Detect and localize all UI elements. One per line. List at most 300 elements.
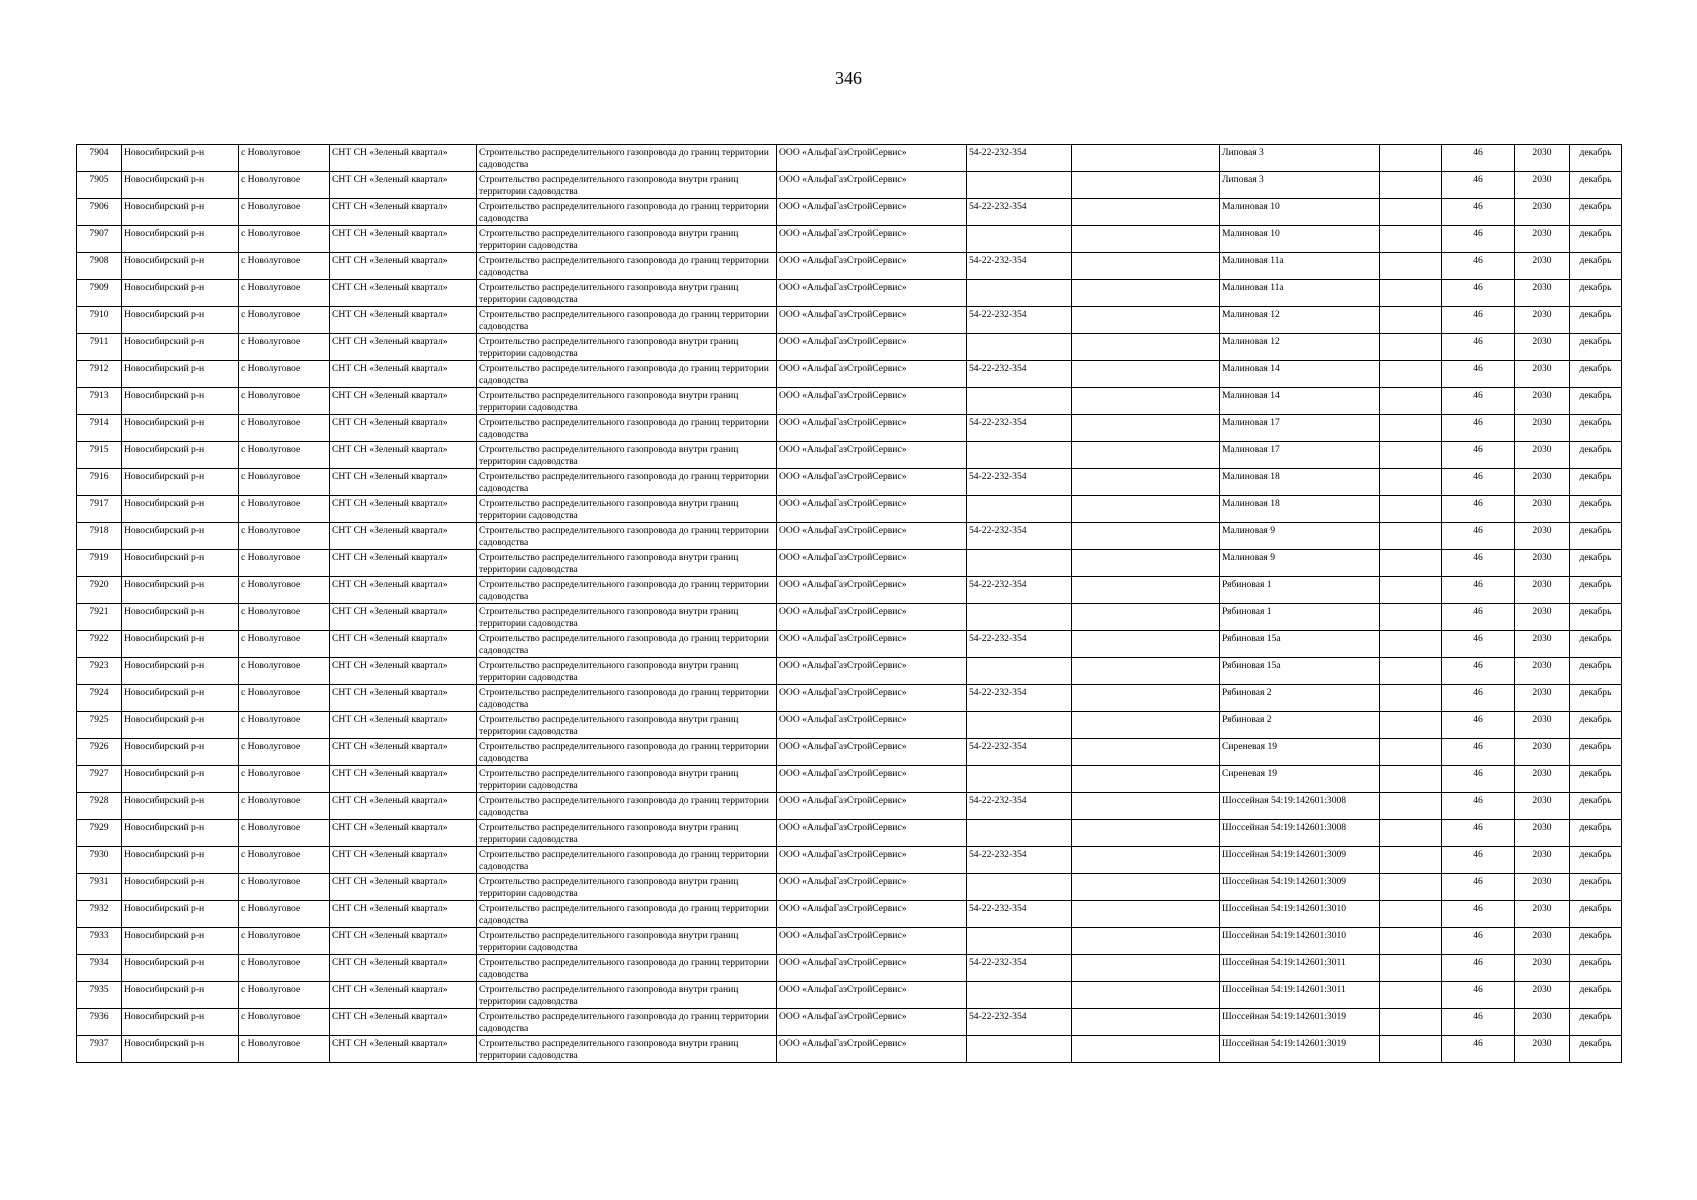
code-cell: 54-22-232-354 (967, 955, 1072, 982)
partnership-cell: СНТ СН «Зеленый квартал» (330, 847, 477, 874)
empty-cell (1072, 604, 1220, 631)
partnership-cell: СНТ СН «Зеленый квартал» (330, 280, 477, 307)
value-cell: 46 (1442, 1036, 1515, 1063)
district-cell: Новосибирский р-н (122, 334, 239, 361)
table-row (77, 307, 1622, 334)
empty-cell (1380, 415, 1442, 442)
empty-cell (1380, 496, 1442, 523)
table-row (77, 604, 1622, 631)
month-cell: декабрь (1570, 604, 1622, 631)
contractor-cell: ООО «АльфаГазСтройСервис» (777, 226, 967, 253)
year-cell: 2030 (1515, 469, 1570, 496)
empty-cell (1380, 685, 1442, 712)
locality-cell: с Новолуговое (239, 631, 330, 658)
table-row (77, 955, 1622, 982)
district-cell: Новосибирский р-н (122, 793, 239, 820)
code-cell: 54-22-232-354 (967, 307, 1072, 334)
address-cell: Шоссейная 54:19:142601:3011 (1220, 982, 1380, 1009)
work-description-cell: Строительство распределительного газопровода внутри границ территории садоводства (477, 280, 777, 307)
code-cell (967, 766, 1072, 793)
table-row (77, 982, 1622, 1009)
year-cell: 2030 (1515, 604, 1570, 631)
empty-cell (1380, 982, 1442, 1009)
work-description-cell: Строительство распределительного газопровода до границ территории садоводства (477, 631, 777, 658)
locality-cell: с Новолуговое (239, 199, 330, 226)
partnership-cell: СНТ СН «Зеленый квартал» (330, 388, 477, 415)
row-number-cell: 7932 (77, 901, 122, 928)
table-row (77, 415, 1622, 442)
contractor-cell: ООО «АльфаГазСтройСервис» (777, 658, 967, 685)
contractor-cell: ООО «АльфаГазСтройСервис» (777, 928, 967, 955)
empty-cell (1380, 820, 1442, 847)
table-row (77, 469, 1622, 496)
empty-cell (1380, 928, 1442, 955)
empty-cell (1072, 280, 1220, 307)
work-description-cell: Строительство распределительного газопровода внутри границ территории садоводства (477, 874, 777, 901)
district-cell: Новосибирский р-н (122, 145, 239, 172)
table-row (77, 334, 1622, 361)
year-cell: 2030 (1515, 442, 1570, 469)
partnership-cell: СНТ СН «Зеленый квартал» (330, 955, 477, 982)
month-cell: декабрь (1570, 631, 1622, 658)
row-number-cell: 7935 (77, 982, 122, 1009)
table-row (77, 523, 1622, 550)
locality-cell: с Новолуговое (239, 766, 330, 793)
work-description-cell: Строительство распределительного газопровода до границ территории садоводства (477, 253, 777, 280)
month-cell: декабрь (1570, 199, 1622, 226)
partnership-cell: СНТ СН «Зеленый квартал» (330, 442, 477, 469)
value-cell: 46 (1442, 469, 1515, 496)
value-cell: 46 (1442, 523, 1515, 550)
code-cell (967, 1036, 1072, 1063)
table-row (77, 253, 1622, 280)
table-row (77, 928, 1622, 955)
work-description-cell: Строительство распределительного газопровода до границ территории садоводства (477, 415, 777, 442)
empty-cell (1072, 631, 1220, 658)
month-cell: декабрь (1570, 901, 1622, 928)
row-number-cell: 7933 (77, 928, 122, 955)
partnership-cell: СНТ СН «Зеленый квартал» (330, 604, 477, 631)
address-cell: Малиновая 14 (1220, 361, 1380, 388)
value-cell: 46 (1442, 901, 1515, 928)
value-cell: 46 (1442, 874, 1515, 901)
work-description-cell: Строительство распределительного газопровода внутри границ территории садоводства (477, 928, 777, 955)
partnership-cell: СНТ СН «Зеленый квартал» (330, 712, 477, 739)
partnership-cell: СНТ СН «Зеленый квартал» (330, 793, 477, 820)
partnership-cell: СНТ СН «Зеленый квартал» (330, 145, 477, 172)
month-cell: декабрь (1570, 550, 1622, 577)
month-cell: декабрь (1570, 793, 1622, 820)
contractor-cell: ООО «АльфаГазСтройСервис» (777, 766, 967, 793)
district-cell: Новосибирский р-н (122, 280, 239, 307)
contractor-cell: ООО «АльфаГазСтройСервис» (777, 280, 967, 307)
row-number-cell: 7924 (77, 685, 122, 712)
row-number-cell: 7928 (77, 793, 122, 820)
year-cell: 2030 (1515, 550, 1570, 577)
year-cell: 2030 (1515, 496, 1570, 523)
locality-cell: с Новолуговое (239, 685, 330, 712)
table-row (77, 442, 1622, 469)
table-row (77, 145, 1622, 172)
row-number-cell: 7918 (77, 523, 122, 550)
locality-cell: с Новолуговое (239, 496, 330, 523)
work-description-cell: Строительство распределительного газопровода внутри границ территории садоводства (477, 604, 777, 631)
value-cell: 46 (1442, 631, 1515, 658)
locality-cell: с Новолуговое (239, 874, 330, 901)
empty-cell (1072, 334, 1220, 361)
partnership-cell: СНТ СН «Зеленый квартал» (330, 820, 477, 847)
locality-cell: с Новолуговое (239, 388, 330, 415)
partnership-cell: СНТ СН «Зеленый квартал» (330, 172, 477, 199)
locality-cell: с Новолуговое (239, 361, 330, 388)
empty-cell (1072, 847, 1220, 874)
district-cell: Новосибирский р-н (122, 739, 239, 766)
address-cell: Малиновая 17 (1220, 415, 1380, 442)
address-cell: Шоссейная 54:19:142601:3011 (1220, 955, 1380, 982)
code-cell: 54-22-232-354 (967, 685, 1072, 712)
work-description-cell: Строительство распределительного газопровода внутри границ территории садоводства (477, 820, 777, 847)
district-cell: Новосибирский р-н (122, 1036, 239, 1063)
locality-cell: с Новолуговое (239, 658, 330, 685)
work-description-cell: Строительство распределительного газопровода внутри границ территории садоводства (477, 334, 777, 361)
code-cell: 54-22-232-354 (967, 253, 1072, 280)
month-cell: декабрь (1570, 280, 1622, 307)
value-cell: 46 (1442, 928, 1515, 955)
district-cell: Новосибирский р-н (122, 631, 239, 658)
contractor-cell: ООО «АльфаГазСтройСервис» (777, 901, 967, 928)
work-description-cell: Строительство распределительного газопровода внутри границ территории садоводства (477, 658, 777, 685)
table-row (77, 847, 1622, 874)
partnership-cell: СНТ СН «Зеленый квартал» (330, 334, 477, 361)
value-cell: 46 (1442, 415, 1515, 442)
address-cell: Малиновая 12 (1220, 307, 1380, 334)
month-cell: декабрь (1570, 523, 1622, 550)
empty-cell (1072, 955, 1220, 982)
contractor-cell: ООО «АльфаГазСтройСервис» (777, 496, 967, 523)
value-cell: 46 (1442, 955, 1515, 982)
locality-cell: с Новолуговое (239, 955, 330, 982)
month-cell: декабрь (1570, 334, 1622, 361)
address-cell: Липовая 3 (1220, 145, 1380, 172)
value-cell: 46 (1442, 820, 1515, 847)
partnership-cell: СНТ СН «Зеленый квартал» (330, 523, 477, 550)
month-cell: декабрь (1570, 415, 1622, 442)
work-description-cell: Строительство распределительного газопровода до границ территории садоводства (477, 793, 777, 820)
table-row (77, 901, 1622, 928)
month-cell: декабрь (1570, 469, 1622, 496)
year-cell: 2030 (1515, 928, 1570, 955)
locality-cell: с Новолуговое (239, 334, 330, 361)
locality-cell: с Новолуговое (239, 793, 330, 820)
code-cell (967, 604, 1072, 631)
month-cell: декабрь (1570, 388, 1622, 415)
table-row (77, 226, 1622, 253)
work-description-cell: Строительство распределительного газопровода внутри границ территории садоводства (477, 982, 777, 1009)
value-cell: 46 (1442, 496, 1515, 523)
contractor-cell: ООО «АльфаГазСтройСервис» (777, 982, 967, 1009)
work-description-cell: Строительство распределительного газопровода до границ территории садоводства (477, 955, 777, 982)
empty-cell (1380, 577, 1442, 604)
locality-cell: с Новолуговое (239, 604, 330, 631)
year-cell: 2030 (1515, 955, 1570, 982)
year-cell: 2030 (1515, 739, 1570, 766)
code-cell (967, 226, 1072, 253)
district-cell: Новосибирский р-н (122, 226, 239, 253)
district-cell: Новосибирский р-н (122, 982, 239, 1009)
address-cell: Шоссейная 54:19:142601:3010 (1220, 901, 1380, 928)
month-cell: декабрь (1570, 361, 1622, 388)
code-cell: 54-22-232-354 (967, 1009, 1072, 1036)
month-cell: декабрь (1570, 739, 1622, 766)
month-cell: декабрь (1570, 928, 1622, 955)
year-cell: 2030 (1515, 1009, 1570, 1036)
year-cell: 2030 (1515, 523, 1570, 550)
work-description-cell: Строительство распределительного газопровода внутри границ территории садоводства (477, 1036, 777, 1063)
table-row (77, 388, 1622, 415)
month-cell: декабрь (1570, 874, 1622, 901)
partnership-cell: СНТ СН «Зеленый квартал» (330, 415, 477, 442)
empty-cell (1072, 550, 1220, 577)
address-cell: Шоссейная 54:19:142601:3019 (1220, 1009, 1380, 1036)
table-row (77, 199, 1622, 226)
work-description-cell: Строительство распределительного газопровода до границ территории садоводства (477, 901, 777, 928)
table-row (77, 550, 1622, 577)
year-cell: 2030 (1515, 415, 1570, 442)
work-description-cell: Строительство распределительного газопровода до границ территории садоводства (477, 199, 777, 226)
row-number-cell: 7936 (77, 1009, 122, 1036)
partnership-cell: СНТ СН «Зеленый квартал» (330, 253, 477, 280)
partnership-cell: СНТ СН «Зеленый квартал» (330, 658, 477, 685)
empty-cell (1380, 1036, 1442, 1063)
value-cell: 46 (1442, 199, 1515, 226)
contractor-cell: ООО «АльфаГазСтройСервис» (777, 820, 967, 847)
partnership-cell: СНТ СН «Зеленый квартал» (330, 739, 477, 766)
partnership-cell: СНТ СН «Зеленый квартал» (330, 901, 477, 928)
empty-cell (1072, 145, 1220, 172)
contractor-cell: ООО «АльфаГазСтройСервис» (777, 199, 967, 226)
year-cell: 2030 (1515, 847, 1570, 874)
contractor-cell: ООО «АльфаГазСтройСервис» (777, 739, 967, 766)
empty-cell (1072, 766, 1220, 793)
work-description-cell: Строительство распределительного газопровода внутри границ территории садоводства (477, 766, 777, 793)
row-number-cell: 7909 (77, 280, 122, 307)
work-description-cell: Строительство распределительного газопровода до границ территории садоводства (477, 739, 777, 766)
value-cell: 46 (1442, 766, 1515, 793)
work-description-cell: Строительство распределительного газопровода внутри границ территории садоводства (477, 226, 777, 253)
partnership-cell: СНТ СН «Зеленый квартал» (330, 1036, 477, 1063)
empty-cell (1072, 982, 1220, 1009)
value-cell: 46 (1442, 712, 1515, 739)
district-cell: Новосибирский р-н (122, 253, 239, 280)
value-cell: 46 (1442, 334, 1515, 361)
year-cell: 2030 (1515, 280, 1570, 307)
empty-cell (1072, 1036, 1220, 1063)
district-cell: Новосибирский р-н (122, 199, 239, 226)
table-row (77, 1009, 1622, 1036)
contractor-cell: ООО «АльфаГазСтройСервис» (777, 442, 967, 469)
district-cell: Новосибирский р-н (122, 442, 239, 469)
empty-cell (1072, 1009, 1220, 1036)
empty-cell (1380, 523, 1442, 550)
year-cell: 2030 (1515, 901, 1570, 928)
value-cell: 46 (1442, 253, 1515, 280)
work-description-cell: Строительство распределительного газопровода до границ территории садоводства (477, 469, 777, 496)
empty-cell (1380, 658, 1442, 685)
table-row (77, 280, 1622, 307)
district-cell: Новосибирский р-н (122, 928, 239, 955)
district-cell: Новосибирский р-н (122, 469, 239, 496)
code-cell (967, 820, 1072, 847)
row-number-cell: 7916 (77, 469, 122, 496)
locality-cell: с Новолуговое (239, 469, 330, 496)
empty-cell (1072, 901, 1220, 928)
address-cell: Сиреневая 19 (1220, 739, 1380, 766)
work-description-cell: Строительство распределительного газопровода до границ территории садоводства (477, 685, 777, 712)
district-cell: Новосибирский р-н (122, 415, 239, 442)
contractor-cell: ООО «АльфаГазСтройСервис» (777, 1036, 967, 1063)
year-cell: 2030 (1515, 1036, 1570, 1063)
row-number-cell: 7930 (77, 847, 122, 874)
row-number-cell: 7915 (77, 442, 122, 469)
empty-cell (1072, 361, 1220, 388)
locality-cell: с Новолуговое (239, 550, 330, 577)
row-number-cell: 7912 (77, 361, 122, 388)
code-cell (967, 658, 1072, 685)
empty-cell (1072, 415, 1220, 442)
locality-cell: с Новолуговое (239, 145, 330, 172)
row-number-cell: 7925 (77, 712, 122, 739)
address-cell: Малиновая 12 (1220, 334, 1380, 361)
contractor-cell: ООО «АльфаГазСтройСервис» (777, 1009, 967, 1036)
partnership-cell: СНТ СН «Зеленый квартал» (330, 928, 477, 955)
empty-cell (1380, 442, 1442, 469)
address-cell: Рябиновая 2 (1220, 685, 1380, 712)
empty-cell (1380, 334, 1442, 361)
empty-cell (1072, 199, 1220, 226)
locality-cell: с Новолуговое (239, 982, 330, 1009)
row-number-cell: 7921 (77, 604, 122, 631)
work-description-cell: Строительство распределительного газопровода до границ территории садоводства (477, 361, 777, 388)
row-number-cell: 7929 (77, 820, 122, 847)
partnership-cell: СНТ СН «Зеленый квартал» (330, 226, 477, 253)
empty-cell (1380, 793, 1442, 820)
year-cell: 2030 (1515, 874, 1570, 901)
empty-cell (1072, 523, 1220, 550)
district-cell: Новосибирский р-н (122, 820, 239, 847)
table-row (77, 631, 1622, 658)
address-cell: Шоссейная 54:19:142601:3010 (1220, 928, 1380, 955)
code-cell: 54-22-232-354 (967, 415, 1072, 442)
month-cell: декабрь (1570, 955, 1622, 982)
year-cell: 2030 (1515, 334, 1570, 361)
row-number-cell: 7914 (77, 415, 122, 442)
row-number-cell: 7910 (77, 307, 122, 334)
contractor-cell: ООО «АльфаГазСтройСервис» (777, 361, 967, 388)
value-cell: 46 (1442, 442, 1515, 469)
value-cell: 46 (1442, 226, 1515, 253)
row-number-cell: 7919 (77, 550, 122, 577)
locality-cell: с Новолуговое (239, 253, 330, 280)
table-row (77, 766, 1622, 793)
table-row (77, 820, 1622, 847)
contractor-cell: ООО «АльфаГазСтройСервис» (777, 415, 967, 442)
row-number-cell: 7913 (77, 388, 122, 415)
address-cell: Шоссейная 54:19:142601:3009 (1220, 847, 1380, 874)
code-cell: 54-22-232-354 (967, 361, 1072, 388)
code-cell: 54-22-232-354 (967, 631, 1072, 658)
address-cell: Рябиновая 1 (1220, 604, 1380, 631)
locality-cell: с Новолуговое (239, 847, 330, 874)
year-cell: 2030 (1515, 685, 1570, 712)
code-cell (967, 550, 1072, 577)
code-cell: 54-22-232-354 (967, 523, 1072, 550)
row-number-cell: 7911 (77, 334, 122, 361)
partnership-cell: СНТ СН «Зеленый квартал» (330, 361, 477, 388)
year-cell: 2030 (1515, 820, 1570, 847)
contractor-cell: ООО «АльфаГазСтройСервис» (777, 253, 967, 280)
empty-cell (1380, 226, 1442, 253)
work-description-cell: Строительство распределительного газопровода внутри границ территории садоводства (477, 550, 777, 577)
row-number-cell: 7908 (77, 253, 122, 280)
locality-cell: с Новолуговое (239, 739, 330, 766)
empty-cell (1380, 739, 1442, 766)
code-cell (967, 874, 1072, 901)
district-cell: Новосибирский р-н (122, 847, 239, 874)
month-cell: декабрь (1570, 658, 1622, 685)
year-cell: 2030 (1515, 388, 1570, 415)
partnership-cell: СНТ СН «Зеленый квартал» (330, 1009, 477, 1036)
month-cell: декабрь (1570, 685, 1622, 712)
contractor-cell: ООО «АльфаГазСтройСервис» (777, 847, 967, 874)
locality-cell: с Новолуговое (239, 442, 330, 469)
locality-cell: с Новолуговое (239, 928, 330, 955)
month-cell: декабрь (1570, 820, 1622, 847)
value-cell: 46 (1442, 793, 1515, 820)
year-cell: 2030 (1515, 982, 1570, 1009)
value-cell: 46 (1442, 658, 1515, 685)
year-cell: 2030 (1515, 658, 1570, 685)
contractor-cell: ООО «АльфаГазСтройСервис» (777, 334, 967, 361)
table-row (77, 577, 1622, 604)
contractor-cell: ООО «АльфаГазСтройСервис» (777, 955, 967, 982)
empty-cell (1380, 550, 1442, 577)
code-cell: 54-22-232-354 (967, 145, 1072, 172)
row-number-cell: 7917 (77, 496, 122, 523)
year-cell: 2030 (1515, 361, 1570, 388)
partnership-cell: СНТ СН «Зеленый квартал» (330, 496, 477, 523)
district-cell: Новосибирский р-н (122, 388, 239, 415)
contractor-cell: ООО «АльфаГазСтройСервис» (777, 685, 967, 712)
address-cell: Малиновая 18 (1220, 496, 1380, 523)
value-cell: 46 (1442, 172, 1515, 199)
code-cell (967, 928, 1072, 955)
empty-cell (1380, 847, 1442, 874)
partnership-cell: СНТ СН «Зеленый квартал» (330, 469, 477, 496)
contractor-cell: ООО «АльфаГазСтройСервис» (777, 172, 967, 199)
district-cell: Новосибирский р-н (122, 172, 239, 199)
work-description-cell: Строительство распределительного газопровода до границ территории садоводства (477, 523, 777, 550)
row-number-cell: 7920 (77, 577, 122, 604)
address-cell: Шоссейная 54:19:142601:3008 (1220, 820, 1380, 847)
contractor-cell: ООО «АльфаГазСтройСервис» (777, 307, 967, 334)
code-cell: 54-22-232-354 (967, 469, 1072, 496)
empty-cell (1380, 631, 1442, 658)
value-cell: 46 (1442, 280, 1515, 307)
empty-cell (1380, 388, 1442, 415)
code-cell (967, 982, 1072, 1009)
empty-cell (1380, 469, 1442, 496)
work-description-cell: Строительство распределительного газопровода до границ территории садоводства (477, 1009, 777, 1036)
